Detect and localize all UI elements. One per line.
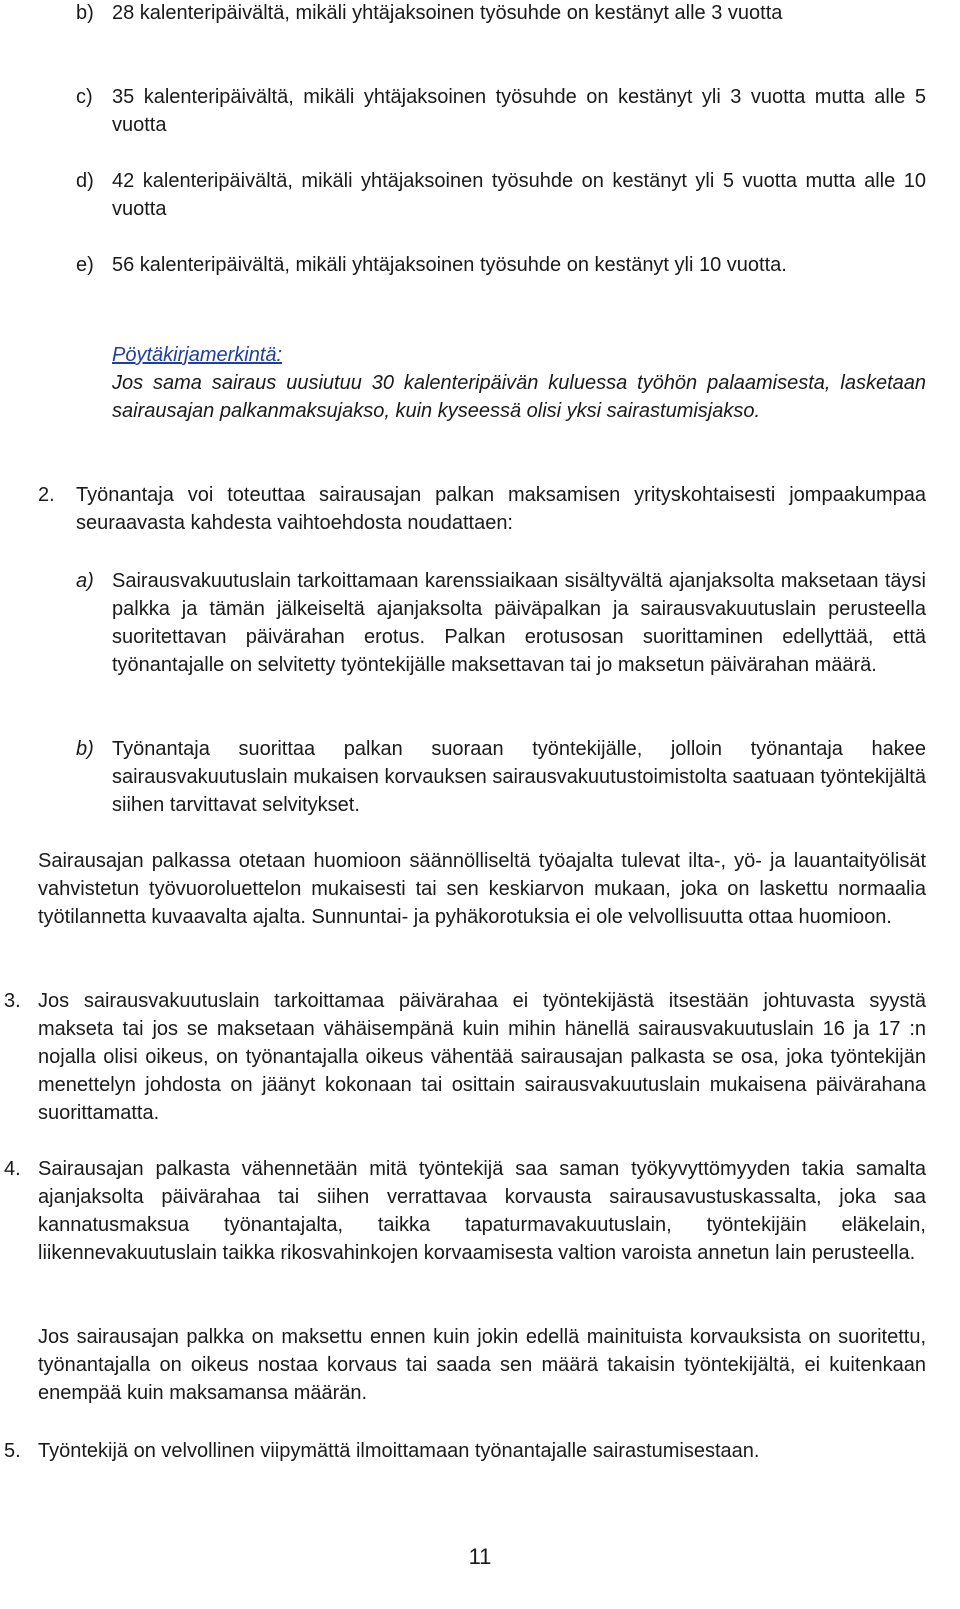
section-2-tail: Sairausajan palkassa otetaan huomioon säännölliseltä työajalta tulevat ilta-, yö- ja lauantaityölisät vahvistetun työvuoroluettelon mukaisesti tai sen keskiarvon mukaan, joka on laskettu normaalia työtilannetta kuvaavalta ajalta. Sunnuntai- ja pyhäkorotuksia ei ole velvollisuutta ottaa huomioon. (38, 850, 926, 928)
list-item-c: 35 kalenteripäivältä, mikäli yhtäjaksoinen työsuhde on kestänyt yli 3 vuotta mutta alle 5 vuotta (112, 86, 926, 136)
note-text: Jos sama sairaus uusiutuu 30 kalenteripäivän kuluessa työhön palaamisesta, lasketaan sairausajan palkanmaksujakso, kuin kyseessä olisi yksi sairastumisjakso. (112, 372, 926, 422)
section-4-tail: Jos sairausajan palkka on maksettu ennen kuin jokin edellä mainituista korvauksista on suoritettu, työnantajalla on oikeus nostaa korvaus tai saada sen määrä takaisin työntekijältä, ei kuitenkaan enempää kuin maksamansa määrän. (38, 1326, 926, 1404)
section-2b-marker: b) (76, 738, 94, 760)
section-3-text: Jos sairausvakuutuslain tarkoittamaa päivärahaa ei työntekijästä itsestään johtuvasta syystä makseta tai jos se maksetaan vähäisempänä kuin mihin hänellä sairausvakuutuslain 16 ja 17 :n nojalla olisi oikeus, on työnantajalla oikeus vähentää sairausajan palkasta se osa, joka työntekijän menettelyn johdosta on jäänyt kokonaan tai osittain sairausvakuutuslain mukaisena päivärahana suorittamatta. (38, 990, 926, 1124)
list-marker-e: e) (76, 254, 94, 276)
section-2b-text: Työnantaja suorittaa palkan suoraan työntekijälle, jolloin työnantaja hakee sairausvakuutuslain mukaisen korvauksen sairausvakuutustoimistolta saatuaan työntekijältä siihen tarvittavat selvitykset. (112, 738, 926, 816)
list-item-b: 28 kalenteripäivältä, mikäli yhtäjaksoinen työsuhde on kestänyt alle 3 vuotta (112, 2, 783, 24)
section-2a-marker: a) (76, 570, 94, 592)
section-2-text: Työnantaja voi toteuttaa sairausajan palkan maksamisen yrityskohtaisesti jompaakumpaa seuraavasta kahdesta vaihtoehdosta noudattaen: (76, 484, 926, 534)
page-number: 11 (468, 1544, 492, 1569)
list-marker-c: c) (76, 86, 93, 108)
list-item-e: 56 kalenteripäivältä, mikäli yhtäjaksoinen työsuhde on kestänyt yli 10 vuotta. (112, 254, 787, 276)
section-3-number: 3. (4, 990, 21, 1012)
section-2-number: 2. (38, 484, 55, 506)
section-2a-text: Sairausvakuutuslain tarkoittamaan karenssiaikaan sisältyvältä ajanjaksolta maksetaan täysi palkka ja tämän jälkeiseltä ajanjaksolta päiväpalkan ja sairausvakuutuslain perusteella suoritettavan päivärahan erotus. Palkan erotusosan suorittaminen edellyttää, että työnantajalle on selvitetty työntekijälle maksettavan tai jo maksetun päivärahan määrä. (112, 570, 926, 676)
list-marker-b: b) (76, 2, 94, 24)
section-5-number: 5. (4, 1440, 21, 1462)
list-marker-d: d) (76, 170, 94, 192)
section-5-text: Työntekijä on velvollinen viipymättä ilmoittamaan työnantajalle sairastumisestaan. (38, 1440, 760, 1462)
section-4-number: 4. (4, 1158, 21, 1180)
section-4-text: Sairausajan palkasta vähennetään mitä työntekijä saa saman työkyvyttömyyden takia samalta ajanjaksolta päivärahaa tai siihen verrattavaa korvausta sairausavustuskassalta, joka saa kannatusmaksua työnantajalta, taikka tapaturmavakuutuslain, työntekijäin eläkelain, liikennevakuutuslain taikka rikosvahinkojen korvaamisesta valtion varoista annetun lain perusteella. (38, 1158, 926, 1264)
note-heading: Pöytäkirjamerkintä: (112, 344, 283, 366)
list-item-d: 42 kalenteripäivältä, mikäli yhtäjaksoinen työsuhde on kestänyt yli 5 vuotta mutta alle 10 vuotta (112, 170, 926, 220)
